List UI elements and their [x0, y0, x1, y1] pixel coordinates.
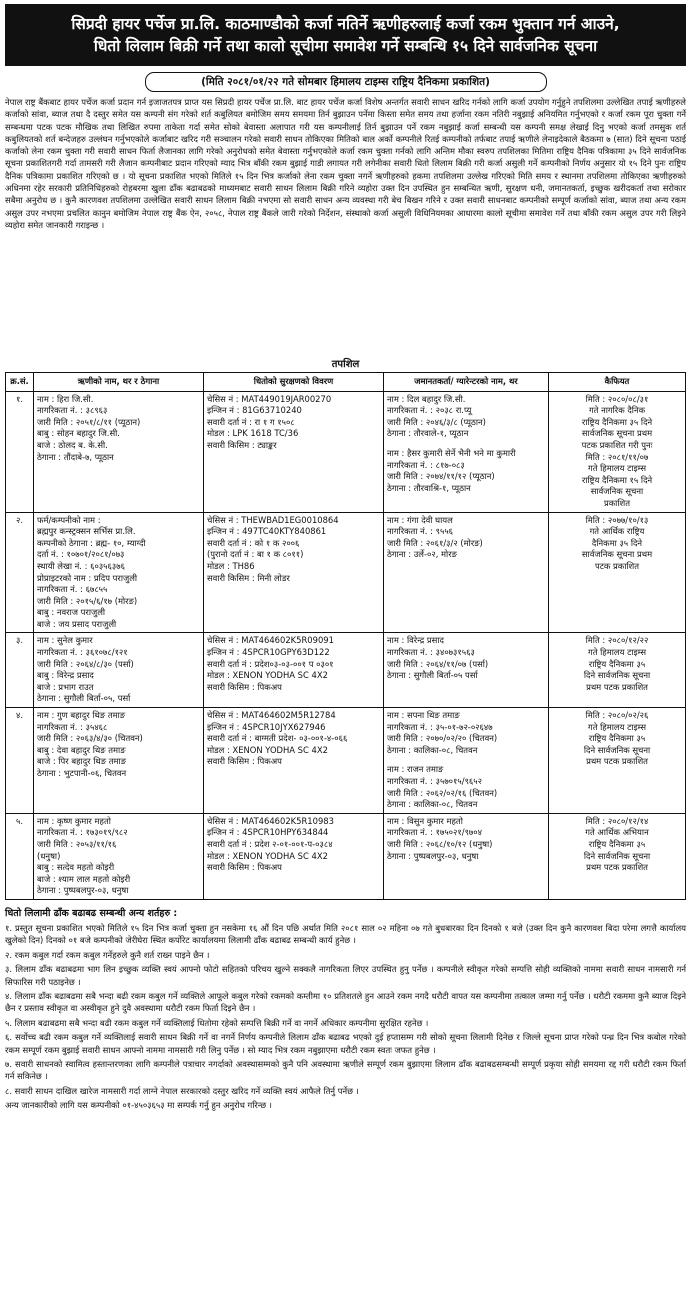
condition-item: ४. लिलाम ढाँक बढाबढमा सबै भन्दा बढी रकम कबुल गर्ने व्यक्तिले आफूले कबुल गरेको रकमको कम्तीमा १० प्रतिशतले हुन आउने रकम नगदै धरौटी वापत यस कम्पनीमा तत्काल जम्मा गर्नु पर्नेछ । धरौटी रकममा कुनै ब्याज दिइने छैन र प्रस्ताव स्वीकृत वा अस्वीकृत हुने दुवै अवस्थामा धरौटी रकम फिर्ता दिइने छैन । — [5, 990, 686, 1014]
cell-sn: ५. — [6, 813, 34, 899]
cell-remark — [549, 708, 686, 814]
table-row — [6, 512, 686, 633]
condition-item: ३. लिलाम ढाँक बढाबढमा भाग लिन इच्छुक व्यक्ति स्वयं आफ्नो फोटो सहितको परिचय खुल्ने सक्कलै नागरिकता लिएर उपस्थित हुनु पर्नेछ । कम्पनीले स्वीकृत गरेको सम्पत्ति सोही व्यक्तिको नाममा सवारी साधन नामसारी गर्न सिफारिस गरी पठाइनेछ । — [5, 964, 686, 987]
cell-collateral — [204, 813, 384, 899]
cell-borrower-line: जारी मिति : २०६४/८/३० (पर्सा) — [37, 658, 134, 669]
cell-borrower-line: नाम : कृष्ण कुमार महतो — [37, 815, 111, 826]
cell-borrower-line: (धनुषा) — [37, 850, 61, 861]
col-header-sn: क्र.सं. — [6, 373, 34, 392]
cell-remark-line: दिने सार्वजनिक सूचना — [583, 744, 651, 755]
cell-remark-line: दिने सार्वजनिक सूचना — [583, 670, 651, 681]
cell-borrower-line: बाबु : सत्देव महतो कोइरी — [37, 862, 115, 873]
cell-remark-line: प्रथम पटक प्रकाशित — [586, 681, 648, 692]
cell-borrower — [34, 708, 204, 814]
cell-collateral-line: इन्जिन नं : 497TC40KTY840861 — [207, 526, 327, 537]
cell-collateral — [204, 633, 384, 708]
cell-collateral-line: मोडल : XENON YODHA SC 4X2 — [207, 670, 328, 681]
cell-borrower-line: बाबु : नवराज पराजुली — [37, 607, 106, 618]
cell-borrower-line: बाजे : ठोलद ब. के.सी. — [37, 439, 108, 450]
cell-collateral-line: मोडल : TH86 — [207, 560, 255, 571]
cell-remark-line: गते हिमालय टाइम्स — [587, 647, 647, 658]
condition-item: ६. सर्वोच्च बढी रकम कबुल गर्ने व्यक्तिलाई सवारी साधन बिक्री गर्ने वा नगर्ने निर्णय कम्पनीले लिलाम ढाँक बढाबढ भएको दुई हप्तासम्म गरी सोको सूचना लिलामी दिनेछ र जिल्ले सूचना प्राप्त गरेको पन्ध्र दिन भित्र कबोल गरेको रकम सम्पूर्ण रकम बुझाई सवारी साधन आफ्नो नाममा नामसारी गरी लिनु पर्नेछ । सो म्याद भित्र रकम नबुझाएमा धरौटी रकम स्वतः जफत हुनेछ । — [5, 1032, 686, 1055]
cell-collateral-line: इन्जिन नं : 4SPCR10JYX627946 — [207, 721, 326, 732]
cell-borrower-line: बाजे : पिर बहादुर थिङ तमाङ — [37, 756, 127, 767]
cell-borrower-line: नाम : गुण बहादुर थिङ तमाङ — [37, 710, 126, 721]
cell-guarantor-line: नाम : विसुन कुमार महतो — [387, 815, 463, 826]
cell-guarantor-line: ठेगाना : तौरवाले-१, प्यूठान — [387, 428, 469, 439]
cell-remark — [549, 633, 686, 708]
cell-remark-line: मिति : २०७७/१०/१३ — [585, 514, 649, 525]
banner-line-1: सिप्रदी हायर पर्चेज प्रा.लि. काठमाण्डौको कर्जा नतिर्ने ऋणीहरुलाई कर्जा रकम भुक्तान गर्न आउने, — [71, 14, 620, 33]
cell-remark-line: प्रकाशित — [603, 497, 630, 508]
cell-guarantor — [384, 391, 549, 512]
cell-collateral-line: मोडल : XENON YODHA SC 4X2 — [207, 744, 328, 755]
cell-borrower-line: बाबु : विरेन्द्र प्रसाद — [37, 670, 94, 681]
cell-borrower-line: ठेगाना : सुगौली बिर्ता-०५, पर्सा — [37, 693, 131, 704]
cell-borrower-line: बाजे : श्याम लाल महतो कोइरी — [37, 873, 131, 884]
cell-remark-line: राष्ट्रिय दैनिकमा ३५ — [588, 838, 646, 849]
cell-borrower-line: नागरिकता नं. : ३८९६३ — [37, 405, 108, 416]
cell-remark — [549, 512, 686, 633]
cell-remark-line: मिति : २०८०/१२/१४ — [585, 815, 649, 826]
cell-borrower-line: बाजे : जय प्रसाद पराजुली — [37, 618, 117, 629]
borrower-table — [5, 372, 686, 900]
cell-borrower-line: ब्रह्मपुर कन्स्ट्रक्सन सर्भिस प्रा.लि. — [37, 526, 136, 537]
cell-collateral — [204, 708, 384, 814]
cell-guarantor-line: नाम : विरेन्द्र प्रसाद — [387, 635, 444, 646]
cell-remark — [549, 391, 686, 512]
condition-item: २. रकम कबुल गर्दा रकम कबुल गर्नेहरुले कुनै शर्त राख्न पाइने छैन । — [5, 949, 210, 960]
cell-guarantor-line: नागरिकता नं. : ३५७०१५/९६५२ — [387, 776, 482, 786]
cell-guarantor-line: नाम : गंगा देवी घायल — [387, 514, 453, 525]
cell-remark-line: राष्ट्रिय दैनिकमा ३५ — [588, 658, 646, 669]
cell-borrower-line: नागरिकता नं. : १७३०१९/९८२ — [37, 827, 128, 838]
cell-collateral-line: सवारी दर्ता नं : रा १ ग १५०८ — [207, 416, 295, 427]
banner-line-2: धितो लिलाम बिक्री गर्ने तथा कालो सूचीमा समावेश गर्ने सम्बन्धि १५ दिने सार्वजनिक सूचना — [93, 36, 598, 55]
cell-collateral-line: चेसिस नं : THEWBAD1EG0010864 — [207, 514, 339, 525]
cell-guarantor-line: जारी मिति : २०७०/०२/२० (चितवन) — [387, 733, 498, 744]
cell-borrower-line: दर्ता नं. : १०७०१/२०८१/०७३ — [37, 549, 125, 560]
cell-guarantor — [384, 708, 549, 814]
cell-collateral-line: सवारी दर्ता नं : बाग्मती प्रदेश- ०३-००१-४-०६६ — [207, 733, 348, 744]
cell-collateral-line: चेसिस नं : MAT464602K5R10983 — [207, 815, 334, 826]
cell-remark-line: प्रथम पटक प्रकाशित — [586, 862, 648, 873]
cell-borrower-line: बाबु : सोहन बहादुर जि.सी. — [37, 428, 120, 439]
cell-guarantor-line: ठेगाना : उर्ले-०२, मोरङ — [387, 549, 457, 560]
cell-remark-line: गते हिमालय टाइम्स — [587, 463, 647, 474]
cell-guarantor-line: ठेगाना : कालिका-०८, चितवन — [387, 799, 478, 810]
cell-borrower-line: नागरिकता नं. : ३५४६८ — [37, 721, 108, 732]
conditions-title: धितो लिलामी ढाँक बढाबढ सम्बन्धी अन्य शर्तहरु : — [5, 907, 178, 919]
conditions-list — [5, 922, 686, 1112]
cell-remark-line: सार्वजनिक सूचना प्रथम — [581, 428, 653, 439]
condition-item: १. प्रस्तुत सूचना प्रकाशित भएको मितिले १५ दिन भित्र कर्जा चुक्ता हुन नसकेमा १६ औं दिन पछि अर्थात मिति २०८१ साल ०२ महिना ०७ गते बुधबारका दिन दिनको १ बजे (उक्त दिन कुनै कारणवश बिदा परेमा लगत्तै कार्यालय खुलेको दिन) दिनको ०१ बजे कम्पनीको जेरीघेरा स्थित कर्पोरेट कार्यालयमा लिलामी ढाँक बढाबढ सम्बन्धी कार्य हुनेछ । — [5, 922, 686, 946]
cell-collateral-line: इन्जिन नं : 4SPCR10GPY63D122 — [207, 647, 330, 658]
cell-collateral-line: सवारी दर्ता नं : प्रदेश०३-०३-००१ प ०३०१ — [207, 658, 334, 669]
cell-collateral-line: सवारी किसिम : पिकअप — [207, 681, 282, 692]
cell-remark-line: मिति : २०८०/०२/२६ — [585, 710, 649, 721]
cell-borrower-line: ठेगाना : तौंदाबे-७, प्यूठान — [37, 451, 114, 462]
cell-borrower-line: जारी मिति : २०६३/४/३० (चितवन) — [37, 733, 143, 744]
cell-remark-line: दैनिकमा ३५ दिने — [591, 537, 643, 548]
cell-guarantor-line: जारी मिति : २०६४/११/०७ (पर्सा) — [387, 658, 489, 669]
table-row — [6, 391, 686, 512]
cell-guarantor-line: जारी मिति : २०७४/११/१२ (प्यूठान) — [387, 471, 495, 482]
cell-borrower — [34, 813, 204, 899]
cell-borrower — [34, 633, 204, 708]
cell-borrower-line: बाबु : देवा बहादुर थिङ तमाङ — [37, 744, 126, 755]
publication-note: (मिति २०८१/०१/२२ गते सोमबार हिमालय टाइम्स राष्ट्रिय दैनिकमा प्रकाशित) — [145, 72, 547, 92]
cell-collateral-line: चेसिस नं : MAT449019JAR00270 — [207, 393, 332, 404]
cell-guarantor-line: नागरिकता नं. : २०३८ रा.प्यू — [387, 405, 472, 416]
cell-borrower-line: कम्पनीको ठेगाना : ब्रह्म- १०, म्याग्दी — [37, 537, 146, 548]
cell-collateral-line: (पुरानो दर्ता नं : बा १ क ८०११) — [207, 549, 304, 560]
cell-remark-line: सार्वजनिक सूचना प्रथम — [581, 549, 653, 560]
table-header-row — [6, 373, 686, 392]
cell-borrower-line: जारी मिति : २०१५/६/१७ (मोरङ) — [37, 595, 138, 606]
cell-borrower-line: प्रोप्राइटरको नाम : प्रदिप पराजुली — [37, 572, 138, 583]
cell-guarantor-line: जारी मिति : २०६१/३/२ (मोरङ) — [387, 537, 483, 548]
cell-remark-line: राष्ट्रिय दैनिकमा ३५ — [588, 733, 646, 744]
cell-borrower-line: ठेगाना : पुष्पबलपुर-०३, धनुषा — [37, 885, 129, 896]
cell-guarantor-line: नाम : हैसर कुमारी सेर्ने भैनी भने मा कुमारी — [387, 447, 516, 458]
cell-collateral-line: सवारी दर्ता नं : को १ क २००६ — [207, 537, 300, 548]
cell-remark-line: सार्वजनिक सूचना — [590, 486, 644, 497]
cell-borrower — [34, 512, 204, 633]
cell-remark-line: राष्ट्रिय दैनिकमा १५ दिने — [581, 474, 653, 485]
cell-guarantor-line: ठेगाना : कालिका-०८, चितवन — [387, 744, 478, 755]
cell-sn: ४. — [6, 708, 34, 814]
cell-borrower-line: जारी मिति : २०५३/११/१६ — [37, 838, 117, 849]
cell-borrower-line: नाम : सुनेल कुमार — [37, 635, 93, 646]
cell-guarantor — [384, 633, 549, 708]
cell-collateral-line: मोडल : XENON YODHA SC 4X2 — [207, 850, 328, 861]
cell-remark-line: राष्ट्रिय दैनिकमा ३५ दिने — [581, 416, 653, 427]
col-header-guarantor: जमानतकर्ता/ ग्यारेन्टरको नाम, थर — [384, 373, 549, 392]
intro-paragraph: नेपाल राष्ट्र बैंकबाट हायर पर्चेज कर्जा प्रदान गर्न इजाजतपत्र प्राप्त यस सिप्रदी हायर पर्चेज प्रा.लि. बाट हायर पर्चेज कर्जा विशेष अन्तर्गत सवारी साधन खरिद गर्नको लागि कर्जा उपयोग गर्नुहुने तपशिलमा उल्लेखित तपाई ऋणीहरुले कर्जाको सांवा, ब्याज तथा दै दस्तुर समेत यस कम्पनी संग गरेको शर्त कबुलियत बमोजिम समय समयमा तिर्न बुझाउन पर्नेमा किस्ता समेत समय तथा हर्जाना रकम नतिरी नबुझाई अनियमित गर्नुभएको र कर्जा रकम पूरा चुक्ता गर्ने सम्बन्धमा पटक पटक मौखिक तथा लिखित रुपमा ताकेता गर्दा समेत सोको बेवास्ता अलापात गरी यस कम्पनीलाई तिर्न बुझाउन पर्ने रकम नबुझाई कर्जा सम्बन्धी यस कम्पनी समक्ष लेखाई दिनु भएको कर्जा तमसुक शर्त कबुलियतको शर्त बन्देजहरु उल्लंघन गर्नुभएकोले कर्जाबाट खरिद गरी सञ्चालन गरेको सवारी साधन तोकिएका मितिको बाल अर्को कम्पनीले रितई कम्पनीको तर्फबाट तपाई ऋणीले लेनाइदेकाले बैठकमा ७ (सात) दिने सूचना पठाई कर्जाको लेना रकम चुक्ता गरी सवारी साधन फिर्ता लैजानका लागि गरेको अनुरोधको समेत बेवास्ता गर्नुभएकोले कर्जा रकम चुक्ता गर्नको लागि अन्तिम मौका स्वरुप तपशिलका मितिमा राष्ट्रिय दैनिक पत्रिकामा ३५ दिने सार्वजनिक सूचना प्रकाशितगरी गर्दा तामसरी गरी लैजान कम्पनीबाट प्रदान गरिएको म्याद भित्र बाँकी रकम बुझाई गाडी लगायत गरी लगेनीका सवारी धितो लिलाम बिक्री गरी कर्जा असुली गर्ने कम्पनीको निर्णय अनुसार यो १५ दिने पुनः राष्ट्रिय दैनिक पत्रिकामा प्रकाशित गरिएको छ । यो सूचना प्रकाशित भएको मितिले १५ दिन भित्र कर्जाको लेना रकम चुक्ता नगर्ने ऋणीहरुको हकमा तपशिलमा उल्लेख गरिएको मिति समय र स्थानमा तपशिलमा तोकिएका ऋणीहरुको अधिनमा रहेर सरकारी प्रतिनिधिहरुको रोहबरमा खुला ढाँक बढाबढको माध्यमबाट सवारी साधन लिलाम बिक्री गरिने व्यहोरा उक्त दिन उपस्थित हुन सम्बन्धित ऋणी, सुरक्षण धनी, जमानतकर्ता, इच्छुक खरीदकर्ता तथा सरोकार सबैमा अनुरोध छ । कुनै कारणवश तपशिलमा उल्लेखित सवारी साधन लिलाम बिक्री नभएमा सो सवारी साधन अन्य व्यवस्था गरी बेच बिखन गरिने र उक्त सवारी साधनबाट कम्पनीको सम्पूर्ण कर्जाको सांवा, ब्याज तथा अन्य रकम असुल उपर नभएमा प्रचलित कानुन बमोजिम नेपाल राष्ट्र बैंक ऐन, २०५८, नेपाल राष्ट्र बैंकले जारी गरेको निर्देशन, संस्थाको कर्जा असुली विधिनियमका आधारमा कालो सूचीमा समावेश गर्ने तथा बाँकी रकम असुल उपर गरी लिइने व्यहोरा समेत जानकारी गराइन्छ । — [5, 97, 686, 230]
cell-collateral — [204, 391, 384, 512]
cell-guarantor-line: नागरिकता नं. : ३५-०१-७२-०२६४७ — [387, 721, 493, 732]
cell-remark-line: गते आर्थिक राष्ट्रिय — [589, 526, 645, 537]
cell-collateral-line: इन्जिन नं : 81G63710240 — [207, 405, 302, 416]
notice-banner — [5, 4, 686, 66]
cell-collateral-line: चेसिस नं : MAT464602M5R12784 — [207, 710, 336, 721]
cell-borrower-line: जारी मिति : २०५१/८/११ (प्यूठान) — [37, 416, 141, 427]
cell-collateral-line: सवारी किसिम : ट्याङ्कर — [207, 439, 277, 450]
cell-guarantor-line — [387, 440, 545, 448]
cell-collateral-line: चेसिस नं : MAT464602K5R09091 — [207, 635, 334, 646]
table-row — [6, 813, 686, 899]
cell-collateral-line: इन्जिन नं : 4SPCR10HPY634844 — [207, 827, 329, 838]
col-header-remark: कैफियत — [549, 373, 686, 392]
condition-item: ७. सवारी साधनको स्वामित्व हस्तान्तरणका लागि कम्पनीले पत्राचार नगर्दाको अवस्थासम्मको कुनै पनि अवस्थामा ऋणीले सम्पूर्ण रकम बुझाएमा लिलाम ढाँक बढाबढसम्बन्धी सम्पूर्ण प्रकृया सोही समयमा रद्द गरी धरौटी रकम फिर्ता गर्न सकिनेछ । — [5, 1059, 686, 1082]
cell-borrower-line: नागरिकता नं. : ६७८५५ — [37, 584, 108, 595]
cell-remark — [549, 813, 686, 899]
cell-guarantor-line: ठेगाना : तौरवाश्रि-१, प्यूठान — [387, 482, 471, 493]
table-body — [6, 391, 686, 899]
cell-guarantor-line: जारी मिति : २०६८/१०/१२ (धनुषा) — [387, 838, 493, 849]
cell-borrower-line: नाम : हिरा जि.सी. — [37, 393, 94, 404]
cell-guarantor-line: ठेगाना : पुष्पबलपुर-०३, धनुषा — [387, 850, 479, 861]
cell-remark-line: गते आर्थिक अभियान — [585, 827, 649, 838]
table-title: तपशिल — [331, 359, 360, 370]
cell-remark-line: पटक प्रकाशित — [594, 560, 640, 571]
cell-guarantor-line: नागरिकता नं. : ८१७-०८३ — [387, 459, 465, 470]
cell-collateral-line: मोडल : LPK 1618 TC/36 — [207, 428, 299, 439]
cell-guarantor-line: नाम : राजन तमाङ — [387, 764, 444, 775]
condition-item: ५. लिलाम बढाबढमा सबै भन्दा बढी रकम कबुल गर्ने व्यक्तिलाई धितोमा रहेको सम्पत्ति बिक्री गर्ने वा नगर्ने अधिकार कम्पनीमा सुरक्षित रहनेछ । — [5, 1017, 429, 1028]
contact-footer: अन्य जानकारीको लागि यस कम्पनीको ०१-४५०३६५३ मा सम्पर्क गर्नु हुन अनुरोध गरिन्छ । — [5, 1100, 272, 1111]
cell-remark-line: पटक प्रकाशित गरी पुनः — [581, 439, 653, 450]
cell-remark-line: मिति : २०८०/०८/३१ — [585, 393, 649, 404]
cell-borrower-line: स्थायी लेखा नं. : ६०३५६३७६ — [37, 560, 125, 571]
cell-guarantor-line: जारी मिति : २०४६/३/८ (प्यूठान) — [387, 416, 486, 427]
cell-remark-line: गते हिमालय टाइम्स — [587, 721, 647, 732]
table-row — [6, 633, 686, 708]
cell-borrower-line: फर्म/कम्पनीको नाम : — [37, 514, 101, 525]
cell-collateral-line: सवारी किसिम : पिकअप — [207, 756, 282, 767]
cell-guarantor-line: नाम : सपना थिङ तमाङ — [387, 710, 460, 721]
cell-borrower-line: नागरिकता नं. : ३६१०७८/१२१ — [37, 647, 128, 658]
cell-remark-line: प्रथम पटक प्रकाशित — [586, 756, 648, 767]
cell-collateral — [204, 512, 384, 633]
table-row — [6, 708, 686, 814]
cell-guarantor-line: नागरिकता नं. : ३४०७३१५६३ — [387, 647, 475, 658]
cell-sn: ३. — [6, 633, 34, 708]
cell-guarantor-line: जारी मिति : २०६२/०२/१६ (चितवन) — [387, 787, 498, 798]
cell-guarantor — [384, 512, 549, 633]
cell-guarantor-line: नाम : दिल बहादुर जि.सी. — [387, 393, 466, 404]
cell-sn: २. — [6, 512, 34, 633]
cell-borrower — [34, 391, 204, 512]
col-header-borrower: ऋणीको नाम, थर र ठेगाना — [34, 373, 204, 392]
cell-remark-line: मिति : २०८०/१२/२२ — [585, 635, 649, 646]
cell-remark-line: गते नागरिक दैनिक — [588, 405, 646, 416]
cell-collateral-line: सवारी किसिम : मिनी लोडर — [207, 572, 290, 583]
cell-guarantor-line: ठेगाना : सुगौली बिर्ता-०५ पर्सा — [387, 670, 478, 681]
cell-guarantor — [384, 813, 549, 899]
cell-remark-line: मिति : २०८१/११/०७ — [585, 451, 649, 462]
cell-remark-line: दिने सार्वजनिक सूचना — [583, 850, 651, 861]
cell-guarantor-line — [387, 756, 545, 764]
condition-item: ८. सवारी साधन दाखिल खारेज नामसारी गर्दा लाग्ने नेपाल सरकारको दस्तुर खरिद गर्ने व्यक्ति स्वयं आफैले तिर्नु पर्नेछ । — [5, 1085, 359, 1096]
col-header-collateral: धितोको सुरक्षणको विवरण — [204, 373, 384, 392]
cell-guarantor-line: नागरिकता नं. : १७५०२१/९७०४ — [387, 827, 482, 838]
cell-collateral-line: सवारी दर्ता नं : प्रदेश २-०१-००१-प-०३८४ — [207, 838, 333, 849]
cell-guarantor-line: नागरिकता नं. : ९५५६ — [387, 526, 454, 537]
cell-collateral-line: सवारी किसिम : पिकअप — [207, 862, 282, 873]
cell-sn: १. — [6, 391, 34, 512]
cell-borrower-line: ठेगाना : भुटपानी-०६, चितवन — [37, 768, 127, 778]
cell-borrower-line: बाजे : प्रभाग राउत — [37, 681, 94, 692]
